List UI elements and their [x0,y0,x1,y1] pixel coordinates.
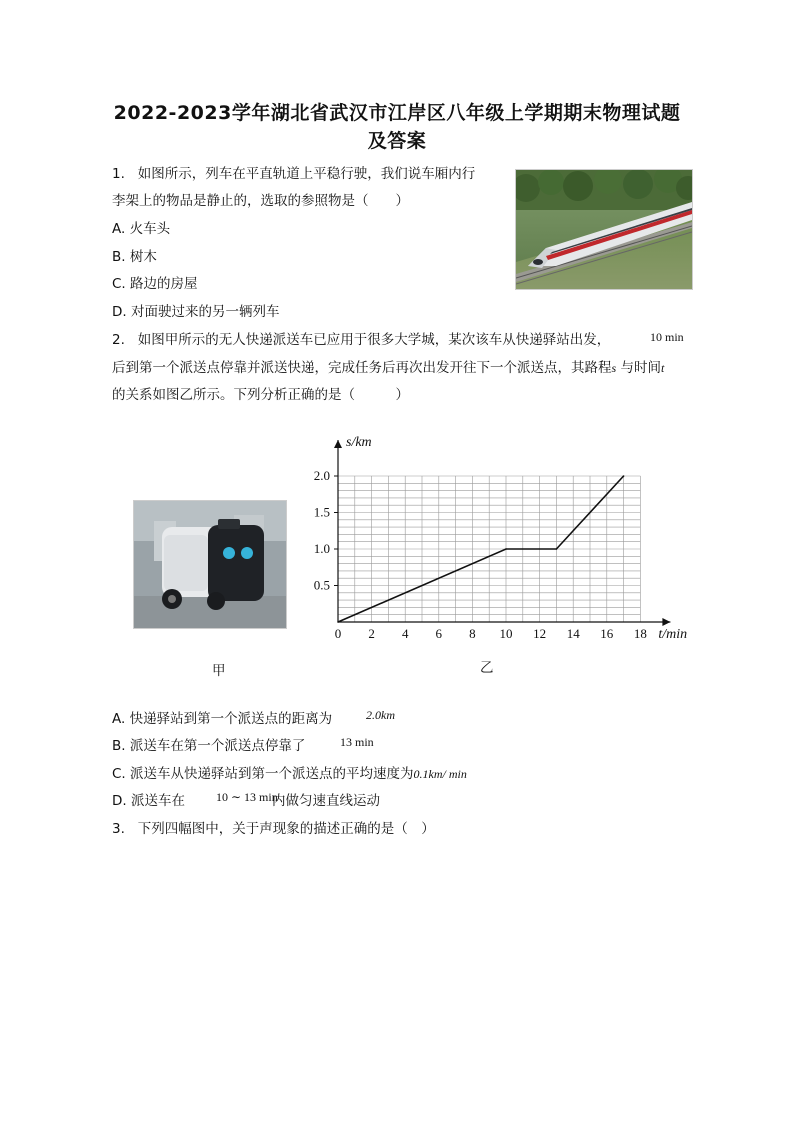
x-tick-label: 16 [600,626,614,641]
x-tick-label: 6 [435,626,443,641]
q3-number: 3. [112,821,125,837]
q2-stem-line2: 后到第一个派送点停靠并派送快递，完成任务后再次出发开往下一个派送点，其路程 [112,360,612,376]
q2-option-b[interactable] [112,734,305,754]
option-label: C. [112,276,126,292]
q1-option-b[interactable] [112,245,157,265]
y-tick-label: 0.5 [313,577,330,593]
option-label: D. [112,793,127,809]
q2-option-b-math: 13 min [340,735,374,749]
x-tick-label: 0 [334,626,342,641]
q1-option-a[interactable] [112,217,170,237]
x-tick-label: 18 [633,626,647,641]
y-axis-label: s/km [346,435,372,450]
q1-option-d[interactable] [112,300,279,320]
q2-number: 2. [112,332,125,348]
figure-label-yi: 乙 [480,660,494,676]
data-point [556,548,558,550]
q1-line1 [112,162,475,182]
option-text: 树木 [129,249,157,265]
y-axis-arrow [334,440,342,448]
q2-stem-line2-mid: 与时间 [620,360,661,376]
q1-stem-line2: 李架上的物品是静止的，选取的参照物是（ ） [112,193,409,209]
figure-label-jia: 甲 [212,663,226,679]
x-tick-label: 10 [499,626,513,641]
option-text: 派送车在第一个派送点停靠了 [129,738,306,754]
option-label: A. [112,711,126,727]
option-text: 派送车从快递驿站到第一个派送点的平均速度为 [130,766,414,782]
option-label: B. [112,738,126,754]
data-point [337,621,339,623]
x-tick-label: 2 [368,626,375,641]
q3-stem: 下列四幅图中，关于声现象的描述正确的是（ ） [137,821,435,837]
page-title-line2: 及答案 [367,130,427,152]
y-tick-label: 1.0 [313,541,330,556]
x-tick-label: 4 [401,626,409,641]
q2-var-t: t [660,361,665,375]
q2-line2 [112,356,664,376]
x-tick-label: 8 [469,626,476,641]
option-text-before: 派送车在 [130,793,185,809]
x-axis-arrow [662,618,670,626]
option-label: A. [112,221,126,237]
option-text: 路边的房屋 [130,276,198,292]
st-graph [300,430,700,680]
train-photo [515,169,693,290]
q1-option-c[interactable] [112,272,198,292]
q2-math-10min: 10 min [650,330,684,344]
q1-number: 1. [112,166,125,182]
delivery-vehicle-photo [133,500,287,629]
option-text: 对面驶过来的另一辆列车 [130,304,280,320]
x-axis-label: t/min [658,627,688,642]
q3-line1 [112,817,435,837]
data-point [505,548,507,550]
option-label: D. [112,304,127,320]
q2-option-a[interactable] [112,707,332,727]
q2-var-s: s [611,361,617,375]
option-label: B. [112,249,126,265]
x-tick-label: 12 [533,626,547,641]
q2-option-c[interactable] [112,762,467,782]
q2-stem-line1: 如图甲所示的无人快递派送车已应用于很多大学城，某次该车从快递驿站出发， [137,332,611,348]
q2-option-c-math: 0.1km/ min [413,767,467,781]
y-tick-label: 1.5 [313,504,330,520]
q2-option-d-math: 10 ∼ 13 min [216,790,278,804]
option-label: C. [112,766,126,782]
y-tick-label: 2.0 [313,468,330,483]
x-tick-label: 14 [566,626,580,641]
q2-option-d-text: 内做匀速直线运动 [272,793,380,809]
q2-line1 [112,328,610,348]
option-text: 火车头 [129,221,171,237]
data-point [623,475,625,477]
option-text: 快递驿站到第一个派送点的距离为 [129,711,333,727]
q1-stem-line1: 如图所示，列车在平直轨道上平稳行驶，我们说车厢内行 [137,166,476,182]
page-title-line1: 2022-2023学年湖北省武汉市江岸区八年级上学期期末物理试题 [113,102,681,124]
q2-option-d[interactable] [112,789,185,809]
q2-option-a-math: 2.0km [366,708,395,722]
st-graph-svg [300,430,700,680]
q2-stem-line3: 的关系如图乙所示。下列分析正确的是（ ） [112,387,409,403]
